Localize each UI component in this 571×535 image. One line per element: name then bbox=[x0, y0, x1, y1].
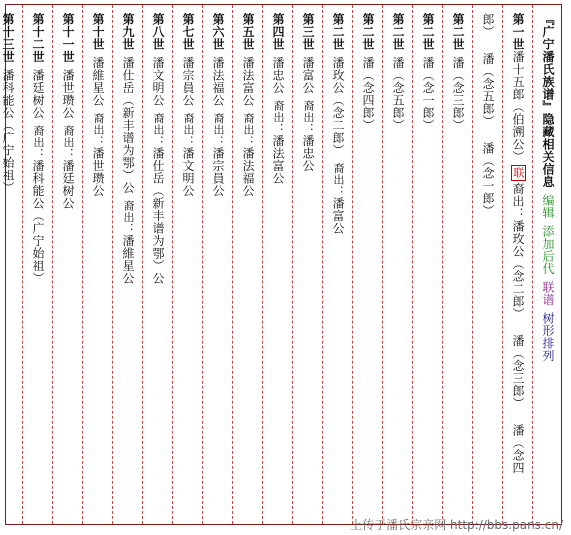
edit-link[interactable]: 编辑 bbox=[541, 194, 555, 219]
person-name[interactable]: 潘宗員公 bbox=[181, 56, 195, 107]
generation-label: 第四世 bbox=[271, 13, 285, 51]
generation-row bbox=[322, 5, 352, 524]
generation-row bbox=[412, 5, 442, 524]
child-names-continued[interactable]: 郎） 潘（念五郎） 潘（念一郎） bbox=[481, 13, 495, 217]
generation-row bbox=[172, 5, 202, 524]
generation-label: 第十二世 bbox=[31, 13, 45, 63]
generation-label: 第二世 bbox=[421, 13, 435, 51]
child-name[interactable]: 潘忠公 bbox=[301, 134, 315, 172]
descends-label: 裔出： bbox=[122, 200, 135, 235]
person-name[interactable]: 潘玫公（念二郎） bbox=[331, 56, 345, 157]
person-name[interactable]: 潘維星公 bbox=[91, 56, 105, 107]
child-name[interactable]: 潘廷树公 bbox=[61, 159, 75, 210]
generation-row bbox=[112, 5, 142, 524]
person-name[interactable]: 潘（念五郎） bbox=[391, 56, 405, 132]
generation-label: 第二世 bbox=[451, 13, 465, 51]
child-name[interactable]: 潘法福公 bbox=[241, 147, 255, 197]
descends-label: 裔出： bbox=[242, 112, 255, 147]
generation-row bbox=[442, 5, 472, 524]
generation-row bbox=[352, 5, 382, 524]
add-descendant-link[interactable]: 添加后代 bbox=[541, 225, 555, 275]
book-title: 『广宁潘氏族谱』 bbox=[541, 13, 555, 113]
person-name[interactable]: 潘世瓒公 bbox=[61, 69, 75, 119]
generation-label: 第八世 bbox=[151, 13, 165, 51]
generation-label: 第十一世 bbox=[61, 13, 75, 63]
child-name[interactable]: 潘文明公 bbox=[181, 147, 195, 197]
descends-label: 裔出： bbox=[62, 125, 75, 160]
child-name[interactable]: 潘世瓒公 bbox=[91, 147, 105, 197]
generation-row bbox=[262, 5, 292, 524]
descends-label: 裔出： bbox=[332, 162, 345, 197]
person-name[interactable]: 潘富公 bbox=[301, 56, 315, 94]
generation-row bbox=[292, 5, 322, 524]
person-name[interactable]: 潘法富公 bbox=[241, 56, 255, 107]
tree-layout-link[interactable]: 树形排列 bbox=[541, 312, 555, 362]
person-name[interactable]: 潘廷树公 bbox=[31, 69, 45, 119]
generation-row bbox=[382, 5, 412, 524]
generation-label: 第十世 bbox=[91, 13, 105, 51]
child-name[interactable]: 潘法富公 bbox=[271, 134, 285, 185]
person-name[interactable]: 潘（念一郎） bbox=[421, 56, 435, 132]
person-name[interactable]: 潘（念三郎） bbox=[451, 56, 465, 132]
person-name[interactable]: 潘仕岳（新丰谱为鄂）公 bbox=[121, 56, 135, 194]
link-badge[interactable]: 联 bbox=[512, 167, 525, 179]
generation-label: 第九世 bbox=[121, 13, 135, 51]
person-name[interactable]: 潘十五郎（伯溯公） bbox=[511, 50, 525, 163]
left-margin bbox=[5, 5, 35, 524]
descends-label: 裔出： bbox=[152, 112, 165, 147]
generation-row bbox=[232, 5, 262, 524]
generation-label: 第三世 bbox=[301, 13, 315, 51]
person-name[interactable]: 潘文明公 bbox=[151, 56, 165, 107]
person-name[interactable]: 潘忠公 bbox=[271, 56, 285, 94]
generation-row bbox=[82, 5, 112, 524]
generation-label: 第七世 bbox=[181, 13, 195, 51]
child-names-rest[interactable]: 潘（念三郎） 潘（念四 bbox=[511, 320, 525, 474]
header-column bbox=[532, 5, 562, 524]
person-name[interactable]: 潘科能公（广宁始祖） bbox=[1, 69, 15, 194]
hide-info-link[interactable]: 隐藏相关信息 bbox=[541, 113, 555, 188]
child-name[interactable]: 潘科能公（广宁始祖） bbox=[31, 159, 45, 285]
descends-label: 裔出： bbox=[511, 182, 525, 220]
first-generation-line bbox=[502, 5, 532, 524]
watermark: 上传于潘氏宗亲网 http://bbs.pans.cn/ bbox=[350, 518, 563, 532]
descends-label: 裔出： bbox=[302, 100, 315, 135]
generation-label: 第二世 bbox=[391, 13, 405, 51]
child-name[interactable]: 潘維星公 bbox=[121, 234, 135, 285]
link-genealogy-link[interactable]: 联谱 bbox=[541, 281, 555, 306]
descends-label: 裔出： bbox=[212, 112, 225, 147]
first-generation-continued bbox=[472, 5, 502, 524]
generation-label: 第一世 bbox=[511, 13, 525, 51]
child-name[interactable]: 潘宗員公 bbox=[211, 147, 225, 197]
child-name[interactable]: 潘玫公（念二郎） bbox=[511, 220, 525, 320]
generation-label: 第二世 bbox=[361, 13, 375, 51]
descends-label: 裔出： bbox=[32, 125, 45, 160]
generation-label: 第五世 bbox=[241, 13, 255, 51]
generation-row bbox=[52, 5, 82, 524]
person-name[interactable]: 潘（念四郎） bbox=[361, 56, 375, 132]
generation-label: 第二世 bbox=[331, 13, 345, 51]
descends-label: 裔出： bbox=[182, 112, 195, 147]
child-name[interactable]: 潘仕岳（新丰谱为鄂）公 bbox=[151, 147, 165, 285]
descends-label: 裔出： bbox=[92, 112, 105, 147]
descends-label: 裔出： bbox=[272, 100, 285, 135]
generation-row bbox=[202, 5, 232, 524]
child-name[interactable]: 潘富公 bbox=[331, 197, 345, 235]
person-name[interactable]: 潘法福公 bbox=[211, 56, 225, 107]
generation-row bbox=[142, 5, 172, 524]
generation-label: 第六世 bbox=[211, 13, 225, 51]
generation-label: 第十三世 bbox=[1, 13, 15, 63]
